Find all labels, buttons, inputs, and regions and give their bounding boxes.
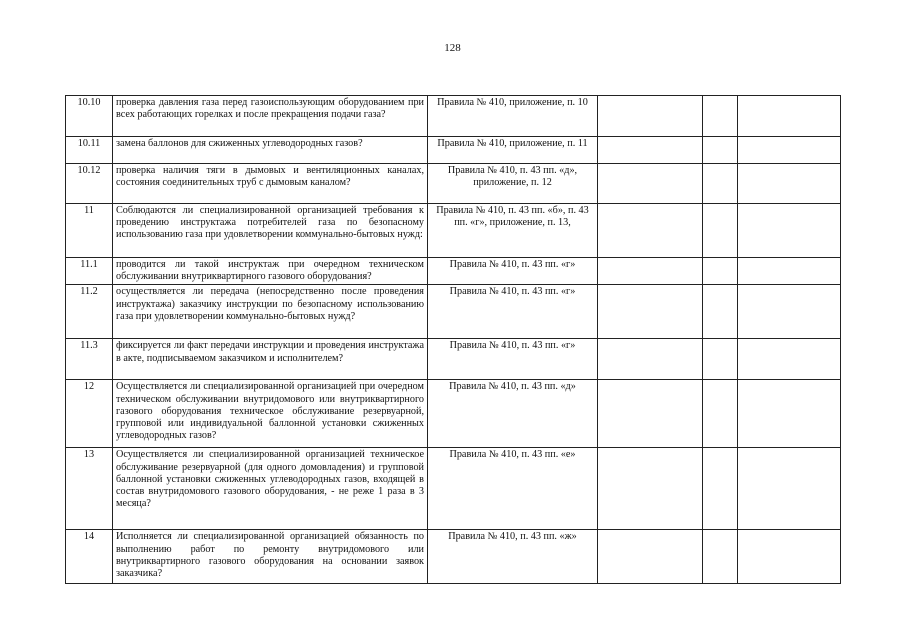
- question-cell: Исполняется ли специализированной организацией обязанность по выполнению работ по ремонту внутридомового или внутриквартирного газового оборудования на основании заявок заказчика?: [113, 530, 428, 584]
- notes-cell[interactable]: [738, 339, 841, 380]
- answer-mark-cell[interactable]: [703, 137, 738, 164]
- notes-cell[interactable]: [738, 380, 841, 448]
- question-cell: осуществляется ли передача (непосредственно после проведения инструктажа) заказчику инструкции по безопасному использованию газа при удовлетворении коммунально-бытовых нужд?: [113, 285, 428, 339]
- answer-mark-cell[interactable]: [703, 204, 738, 258]
- item-number-cell: 10.12: [66, 164, 113, 204]
- reference-cell: Правила № 410, п. 43 пп. «д», приложение, п. 12: [428, 164, 598, 204]
- answer-yes-cell[interactable]: [598, 285, 703, 339]
- table-row: [66, 285, 841, 339]
- reference-cell: Правила № 410, п. 43 пп. «г»: [428, 339, 598, 380]
- checklist-table: [65, 95, 841, 584]
- question-cell: проверка давления газа перед газоиспользующим оборудованием при всех работающих горелках и после прекращения подачи газа?: [113, 96, 428, 137]
- reference-cell: Правила № 410, п. 43 пп. «ж»: [428, 530, 598, 584]
- item-number-cell: 10.10: [66, 96, 113, 137]
- answer-yes-cell[interactable]: [598, 96, 703, 137]
- table-row: [66, 96, 841, 137]
- question-cell: фиксируется ли факт передачи инструкции и проведения инструктажа в акте, подписываемом заказчиком и исполнителем?: [113, 339, 428, 380]
- answer-mark-cell[interactable]: [703, 258, 738, 285]
- answer-mark-cell[interactable]: [703, 380, 738, 448]
- table-row: [66, 204, 841, 258]
- reference-cell: Правила № 410, п. 43 пп. «г»: [428, 258, 598, 285]
- reference-cell: Правила № 410, п. 43 пп. «г»: [428, 285, 598, 339]
- item-number-cell: 11.3: [66, 339, 113, 380]
- question-cell: замена баллонов для сжиженных углеводородных газов?: [113, 137, 428, 164]
- question-cell: проводится ли такой инструктаж при очередном техническом обслуживании внутриквартирного газового оборудования?: [113, 258, 428, 285]
- answer-mark-cell[interactable]: [703, 96, 738, 137]
- notes-cell[interactable]: [738, 204, 841, 258]
- question-cell: Соблюдаются ли специализированной организацией требования к проведению инструктажа потребителей газа по безопасному использованию газа при удовлетворении коммунально-бытовых нужд:: [113, 204, 428, 258]
- table-row: [66, 380, 841, 448]
- notes-cell[interactable]: [738, 448, 841, 530]
- question-cell: проверка наличия тяги в дымовых и вентиляционных каналах, состояния соединительных труб с дымовым каналом?: [113, 164, 428, 204]
- answer-mark-cell[interactable]: [703, 530, 738, 584]
- item-number-cell: 10.11: [66, 137, 113, 164]
- answer-mark-cell[interactable]: [703, 339, 738, 380]
- answer-yes-cell[interactable]: [598, 339, 703, 380]
- table-row: [66, 530, 841, 584]
- notes-cell[interactable]: [738, 137, 841, 164]
- answer-yes-cell[interactable]: [598, 137, 703, 164]
- reference-cell: Правила № 410, приложение, п. 10: [428, 96, 598, 137]
- answer-mark-cell[interactable]: [703, 164, 738, 204]
- table-row: [66, 164, 841, 204]
- answer-yes-cell[interactable]: [598, 204, 703, 258]
- reference-cell: Правила № 410, приложение, п. 11: [428, 137, 598, 164]
- reference-cell: Правила № 410, п. 43 пп. «е»: [428, 448, 598, 530]
- answer-yes-cell[interactable]: [598, 164, 703, 204]
- reference-cell: Правила № 410, п. 43 пп. «д»: [428, 380, 598, 448]
- answer-mark-cell[interactable]: [703, 448, 738, 530]
- reference-cell: Правила № 410, п. 43 пп. «б», п. 43 пп. «г», приложение, п. 13,: [428, 204, 598, 258]
- notes-cell[interactable]: [738, 530, 841, 584]
- item-number-cell: 11.1: [66, 258, 113, 285]
- item-number-cell: 11.2: [66, 285, 113, 339]
- table-row: [66, 448, 841, 530]
- question-cell: Осуществляется ли специализированной организацией техническое обслуживание резервуарной (для одного домовладения) и групповой баллонной установки сжиженных углеводородных газов, входящей в состав внутридомового газового оборудования, - не реже 1 раза в 3 месяца?: [113, 448, 428, 530]
- table-row: [66, 258, 841, 285]
- answer-yes-cell[interactable]: [598, 448, 703, 530]
- question-cell: Осуществляется ли специализированной организацией при очередном техническом обслуживании внутридомового или внутриквартирного газового оборудования техническое обслуживание резервуарной, групповой или индивидуальной баллонной установки сжиженных углеводородных газов?: [113, 380, 428, 448]
- answer-mark-cell[interactable]: [703, 285, 738, 339]
- item-number-cell: 12: [66, 380, 113, 448]
- item-number-cell: 13: [66, 448, 113, 530]
- item-number-cell: 11: [66, 204, 113, 258]
- table-row: [66, 137, 841, 164]
- page-number: 128: [444, 42, 461, 54]
- table-row: [66, 339, 841, 380]
- answer-yes-cell[interactable]: [598, 530, 703, 584]
- notes-cell[interactable]: [738, 285, 841, 339]
- answer-yes-cell[interactable]: [598, 258, 703, 285]
- item-number-cell: 14: [66, 530, 113, 584]
- notes-cell[interactable]: [738, 164, 841, 204]
- answer-yes-cell[interactable]: [598, 380, 703, 448]
- notes-cell[interactable]: [738, 96, 841, 137]
- notes-cell[interactable]: [738, 258, 841, 285]
